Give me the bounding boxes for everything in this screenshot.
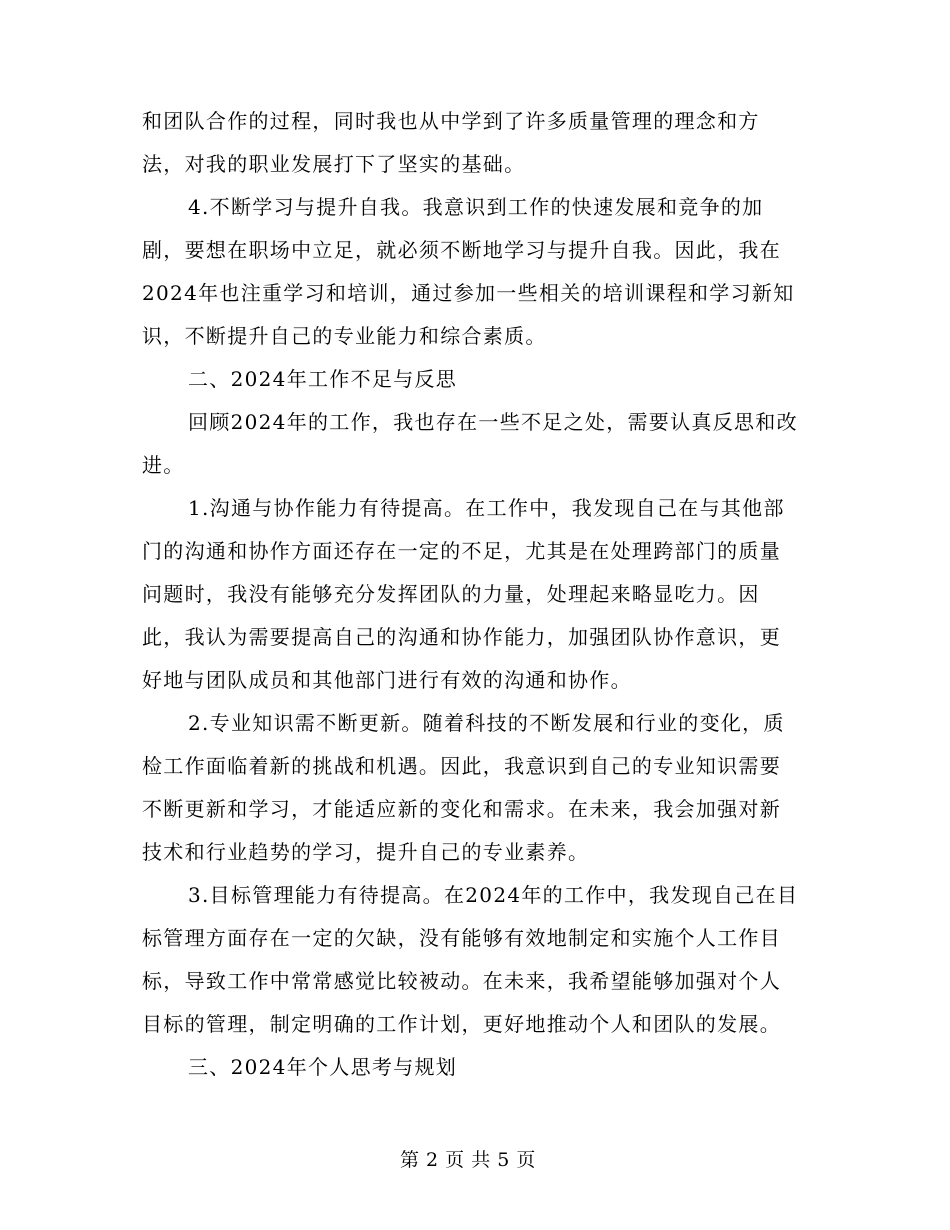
text-line: 此，我认为需要提高自己的沟通和协作能力，加强团队协作意识，更 bbox=[142, 625, 781, 649]
text-line: 门的沟通和协作方面还存在一定的不足，尤其是在处理跨部门的质量 bbox=[142, 539, 781, 563]
text-line: 标，导致工作中常常感觉比较被动。在未来，我希望能够加强对个人 bbox=[142, 969, 781, 993]
text-line: 标管理方面存在一定的欠缺，没有能够有效地制定和实施个人工作目 bbox=[142, 926, 781, 950]
text-line: 回顾2024年的工作，我也存在一些不足之处，需要认真反思和改 bbox=[188, 410, 798, 434]
text-line: 和团队合作的过程，同时我也从中学到了许多质量管理的理念和方 bbox=[142, 109, 760, 133]
text-line: 2.专业知识需不断更新。随着科技的不断发展和行业的变化，质 bbox=[188, 711, 785, 735]
text-line: 2024年也注重学习和培训，通过参加一些相关的培训课程和学习新知 bbox=[142, 281, 795, 305]
text-line: 技术和行业趋势的学习，提升自己的专业素养。 bbox=[142, 840, 590, 864]
text-line: 4.不断学习与提升自我。我意识到工作的快速发展和竞争的加 bbox=[188, 195, 764, 219]
text-line: 目标的管理，制定明确的工作计划，更好地推动个人和团队的发展。 bbox=[142, 1012, 781, 1036]
text-line: 识，不断提升自己的专业能力和综合素质。 bbox=[142, 324, 547, 348]
text-line: 剧，要想在职场中立足，就必须不断地学习与提升自我。因此，我在 bbox=[142, 238, 781, 262]
page-number-footer: 第 2 页 共 5 页 bbox=[400, 1149, 536, 1171]
text-line: 问题时，我没有能够充分发挥团队的力量，处理起来略显吃力。因 bbox=[142, 582, 760, 606]
section-heading: 二、2024年工作不足与反思 bbox=[188, 367, 458, 391]
text-line: 好地与团队成员和其他部门进行有效的沟通和协作。 bbox=[142, 668, 632, 692]
text-line: 3.目标管理能力有待提高。在2024年的工作中，我发现自己在目 bbox=[188, 883, 799, 907]
text-line: 进。 bbox=[142, 453, 185, 477]
text-line: 法，对我的职业发展打下了坚实的基础。 bbox=[142, 152, 526, 176]
text-line: 检工作面临着新的挑战和机遇。因此，我意识到自己的专业知识需要 bbox=[142, 754, 781, 778]
section-heading: 三、2024年个人思考与规划 bbox=[188, 1055, 458, 1079]
text-line: 不断更新和学习，才能适应新的变化和需求。在未来，我会加强对新 bbox=[142, 797, 781, 821]
text-line: 1.沟通与协作能力有待提高。在工作中，我发现自己在与其他部 bbox=[188, 496, 785, 520]
